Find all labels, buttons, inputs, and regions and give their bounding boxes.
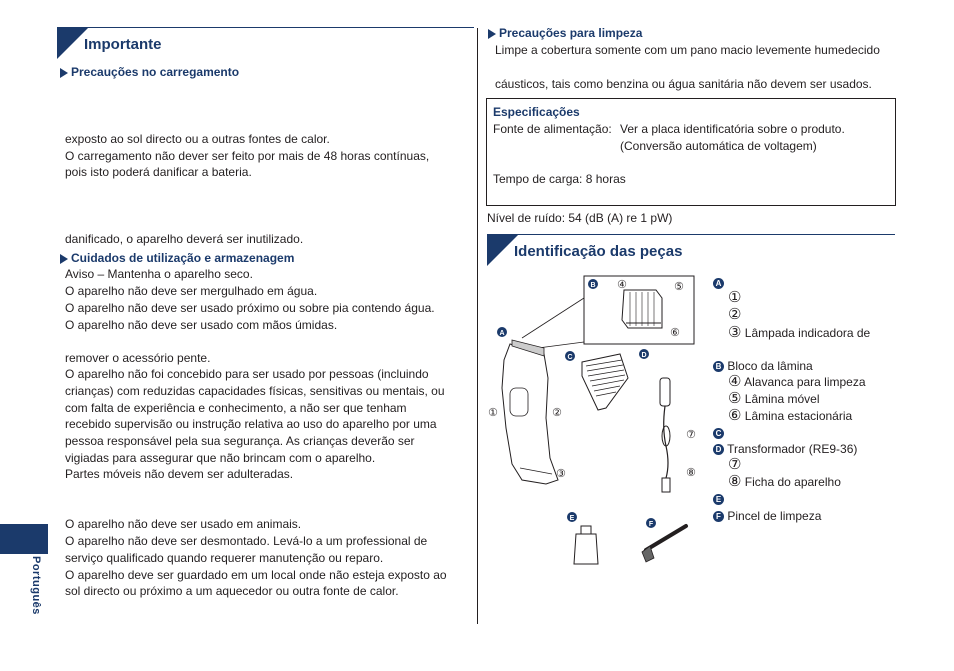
animal-line: O aparelho não deve ser desmontado. Levá-lo a um professional de	[65, 534, 428, 548]
figure-num-4: ④	[617, 278, 627, 291]
figure-letter-b	[588, 279, 598, 289]
part-b5-num: ⑤	[728, 390, 742, 407]
inset-connector	[522, 298, 584, 338]
spec-power-label: Fonte de alimentação:	[493, 122, 612, 136]
comb-line: vigiadas para assegurar que não brincam com o aparelho.	[65, 451, 376, 465]
part-letter-e: E	[713, 494, 724, 505]
svg-text:B: B	[590, 282, 596, 289]
svg-text:C: C	[567, 354, 573, 361]
part-d-row	[713, 441, 857, 457]
cleaning-line: Limpe a cobertura somente com um pano macio levemente humedecido	[495, 43, 880, 57]
trimmer-body-drawing	[502, 340, 558, 484]
part-letter-b: B	[713, 361, 724, 372]
cleaning-title: Precauções para limpeza	[488, 25, 642, 41]
cleaning-line: cáusticos, tais como benzina ou água sanitária não devem ser usados.	[495, 77, 872, 91]
svg-text:D: D	[641, 352, 647, 359]
part-letter-c: C	[713, 428, 724, 439]
parts-heading: Identificação das peças	[514, 243, 683, 260]
blade-block-drawing	[622, 290, 662, 328]
part-d-text: Transformador (RE9-36)	[727, 442, 858, 456]
part-a3-num: ③	[728, 324, 742, 341]
figure-num-5: ⑤	[674, 280, 684, 293]
animal-line: O aparelho deve ser guardado em um local onde não esteja exposto ao	[65, 568, 447, 582]
oil-bottle-drawing	[574, 526, 598, 564]
charging-line: pois isto poderá danificar a bateria.	[65, 165, 252, 179]
figure-num-2: ②	[552, 406, 562, 419]
part-b-row	[713, 358, 813, 374]
part-d7: ⑦	[728, 456, 742, 473]
care-line: Aviso – Mantenha o aparelho seco.	[65, 267, 253, 281]
spec-power-note: (Conversão automática de voltagem)	[620, 139, 817, 153]
column-divider	[477, 28, 478, 624]
figure-letter-c	[565, 351, 575, 361]
spec-title: Especificações	[493, 105, 580, 119]
damaged-line: danificado, o aparelho deverá ser inutilizado.	[65, 232, 304, 246]
part-letter-a: A	[713, 278, 724, 289]
figure-letter-e	[567, 512, 577, 522]
svg-text:F: F	[648, 521, 654, 528]
parts-rule	[487, 234, 895, 235]
figure-letter-d	[639, 349, 649, 359]
part-a3-row	[728, 325, 870, 341]
importante-rule	[57, 27, 474, 28]
arrow-icon	[60, 68, 68, 78]
charging-line: exposto ao sol directo ou a outras fontes de calor.	[65, 132, 330, 146]
part-f-row	[713, 508, 821, 524]
part-a2: ②	[728, 306, 742, 323]
part-letter-d: D	[713, 444, 724, 455]
comb-line: pessoa responsável pela sua segurança. As crianças deverão ser	[65, 434, 415, 448]
part-a3-text: Lâmpada indicadora de	[744, 326, 871, 340]
language-tab	[0, 524, 48, 554]
part-b6-row	[728, 408, 852, 424]
part-b5-row	[728, 391, 820, 407]
care-line: O aparelho não deve ser usado com mãos úmidas.	[65, 318, 338, 332]
part-b5-text: Lâmina móvel	[744, 392, 820, 406]
comb-line: com falta de experiência e conhecimento, a não ser que tenham	[65, 401, 407, 415]
care-line: O aparelho não deve ser usado próximo ou sobre pia contendo água.	[65, 301, 435, 315]
part-b-text: Bloco da lâmina	[727, 359, 813, 373]
comb-line: crianças) com reduzidas capacidades físicas, sensitivas ou mentais, ou	[65, 384, 445, 398]
part-a-row	[713, 275, 724, 291]
noise-level: Nível de ruído: 54 (dB (A) re 1 pW)	[487, 211, 673, 225]
care-title: Cuidados de utilização e armazenagem	[60, 250, 294, 266]
svg-text:A: A	[499, 330, 505, 337]
figure-num-3: ③	[556, 467, 566, 480]
part-d8-row	[728, 474, 841, 490]
figure-letter-a	[497, 327, 507, 337]
part-a1: ①	[728, 289, 742, 306]
comb-line: Partes móveis não devem ser adulteradas.	[65, 467, 294, 481]
animal-line: sol directo ou próximo a um aquecedor ou outra fonte de calor.	[65, 584, 399, 598]
arrow-icon	[60, 254, 68, 264]
figure-num-7: ⑦	[686, 428, 696, 441]
charging-line: O carregamento não dever ser feito por mais de 48 horas contínuas,	[65, 149, 430, 163]
care-line: O aparelho não deve ser mergulhado em água.	[65, 284, 318, 298]
part-d8-text: Ficha do aparelho	[744, 475, 841, 489]
animal-line: serviço qualificado quando requerer manutenção ou reparo.	[65, 551, 384, 565]
comb-line: remover o acessório pente.	[65, 351, 211, 365]
part-b4-text: Alavanca para limpeza	[744, 375, 866, 389]
cleaning-brush-drawing	[642, 526, 686, 562]
svg-text:E: E	[569, 515, 575, 522]
part-b4-row	[728, 374, 866, 390]
part-letter-f: F	[713, 511, 724, 522]
parts-illustration	[486, 268, 708, 578]
comb-line: O aparelho não foi concebido para ser usado por pessoas (incluindo	[65, 367, 429, 381]
adapter-drawing	[660, 378, 670, 492]
part-e-row	[713, 491, 724, 507]
language-label: Português	[30, 556, 42, 615]
spec-power-value: Ver a placa identificatória sobre o produto.	[620, 122, 845, 136]
part-f-text: Pincel de limpeza	[727, 509, 822, 523]
part-b4-num: ④	[728, 373, 742, 390]
part-b6-text: Lâmina estacionária	[744, 409, 853, 423]
part-b6-num: ⑥	[728, 407, 742, 424]
figure-num-6: ⑥	[670, 326, 680, 339]
figure-num-1: ①	[488, 406, 498, 419]
part-d8-num: ⑧	[728, 473, 742, 490]
charging-title: Precauções no carregamento	[60, 64, 239, 80]
importante-heading: Importante	[84, 36, 162, 53]
figure-num-8: ⑧	[686, 466, 696, 479]
part-c-row	[713, 425, 724, 441]
figure-letter-f	[646, 518, 656, 528]
comb-attachment-drawing	[582, 354, 628, 410]
animal-line: O aparelho não deve ser usado em animais.	[65, 517, 302, 531]
arrow-icon	[488, 29, 496, 39]
comb-line: recebido supervisão ou instrução relativa ao uso do aparelho por uma	[65, 417, 437, 431]
inset-connector	[538, 342, 584, 348]
spec-charge: Tempo de carga: 8 horas	[493, 172, 626, 186]
